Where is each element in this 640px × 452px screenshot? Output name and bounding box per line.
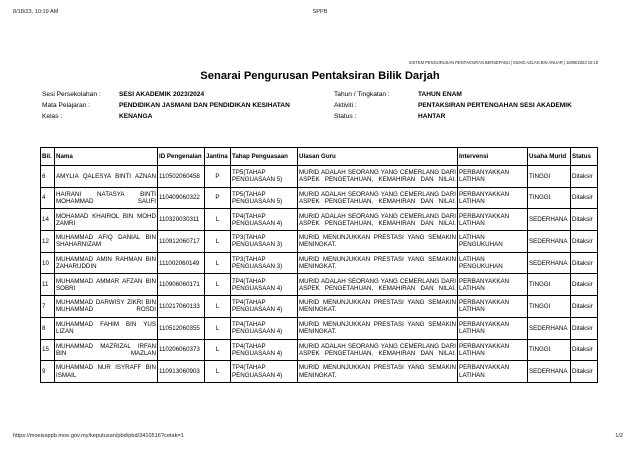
cell-tp: TP4(TAHAP PENGUASAAN 4) — [231, 361, 298, 383]
cell-tp: TP4(TAHAP PENGUASAAN 4) — [231, 209, 298, 231]
cell-id: 110217060133 — [158, 296, 205, 318]
class-label: Kelas : — [42, 113, 63, 120]
cell-intervention: PERBANYAKKAN LATIHAN — [458, 339, 528, 361]
subject-label: Mata Pelajaran : — [42, 102, 91, 109]
status-value: HANTAR — [418, 113, 446, 120]
cell-status: Ditaksir — [571, 274, 598, 296]
table-row — [41, 209, 598, 231]
cell-no: 15 — [41, 339, 55, 361]
cell-name: MUHAMMAD AMIN RAHMAN BIN ZAHARUDDIN — [55, 252, 158, 274]
cell-intervention: PERBANYAKKAN LATIHAN — [458, 209, 528, 231]
cell-intervention: PERBANYAKKAN LATIHAN — [458, 317, 528, 339]
cell-status: Ditaksir — [571, 252, 598, 274]
cell-name: HAIRANI NATASYA BINTI MOHAMMAD SAUFI — [55, 187, 158, 209]
cell-id: 111002060149 — [158, 252, 205, 274]
cell-status: Ditaksir — [571, 339, 598, 361]
col-header-no: Bil. — [41, 148, 55, 166]
cell-id: 110906060171 — [158, 274, 205, 296]
cell-id: 110409060322 — [158, 187, 205, 209]
print-datetime: 8/18/23, 10:19 AM — [13, 9, 59, 15]
cell-status: Ditaksir — [571, 187, 598, 209]
cell-name: MUHAMMAD NUR ISYRAFF BIN ISMAIL — [55, 361, 158, 383]
cell-gender: L — [205, 231, 231, 253]
table-row — [41, 339, 598, 361]
cell-gender: P — [205, 166, 231, 188]
cell-name: MOHAMAD KHAIROL BIN MOHD ZAMRI — [55, 209, 158, 231]
cell-tp: TP3(TAHAP PENGUASAAN 3) — [231, 231, 298, 253]
cell-gender: L — [205, 296, 231, 318]
cell-tp: TP4(TAHAP PENGUASAAN 4) — [231, 317, 298, 339]
cell-no: 9 — [41, 361, 55, 383]
cell-tp: TP4(TAHAP PENGUASAAN 4) — [231, 296, 298, 318]
cell-name: AMYLIA QALESYA BINTI AZNAN — [55, 166, 158, 188]
table-row — [41, 231, 598, 253]
cell-status: Ditaksir — [571, 296, 598, 318]
cell-no: 14 — [41, 209, 55, 231]
cell-gender: L — [205, 317, 231, 339]
footer-page-number: 1/2 — [615, 433, 623, 439]
cell-gender: L — [205, 339, 231, 361]
cell-remark: MURID MENUNJUKKAN PRESTASI YANG SEMAKIN MENINGKAT. — [298, 252, 458, 274]
col-header-status: Status — [571, 148, 598, 166]
cell-id: 110502060458 — [158, 166, 205, 188]
table-row — [41, 296, 598, 318]
cell-status: Ditaksir — [571, 361, 598, 383]
cell-status: Ditaksir — [571, 166, 598, 188]
cell-remark: MURID MENUNJUKKAN PRESTASI YANG SEMAKIN MENINGKAT. — [298, 361, 458, 383]
cell-remark: MURID ADALAH SEORANG YANG CEMERLANG DARI ASPEK PENGETAHUAN, KEMAHIRAN DAN NILAI. — [298, 274, 458, 296]
cell-interest: TINGGI — [528, 187, 571, 209]
table-row — [41, 317, 598, 339]
cell-remark: MURID ADALAH SEORANG YANG CEMERLANG DARI ASPEK PENGETAHUAN, KEMAHIRAN DAN NILAI. — [298, 209, 458, 231]
cell-id: 110512060355 — [158, 317, 205, 339]
cell-no: 12 — [41, 231, 55, 253]
cell-remark: MURID MENUNJUKKAN PRESTASI YANG SEMAKIN MENINGKAT. — [298, 317, 458, 339]
cell-name: MUHAMMAD AFIQ DANIAL BIN SHAHARNIZAM — [55, 231, 158, 253]
col-header-interest: Usaha Murid — [528, 148, 571, 166]
assessment-table — [40, 147, 598, 383]
cell-status: Ditaksir — [571, 209, 598, 231]
system-info-line: SISTEM PENGURUSAN PENTAKSIRAN BERSEPADU | MUHD AZLAN BIN ANUAR | 18/08/2023 10:18 — [408, 60, 598, 65]
cell-remark: MURID MENUNJUKKAN PRESTASI YANG SEMAKIN MENINGKAT. — [298, 231, 458, 253]
report-info-block — [42, 91, 602, 124]
table-row — [41, 252, 598, 274]
activity-label: Aktiviti : — [334, 102, 357, 109]
cell-remark: MURID MENUNJUKKAN PRESTASI YANG SEMAKIN MENINGKAT. — [298, 296, 458, 318]
cell-remark: MURID ADALAH SEORANG YANG CEMERLANG DARI ASPEK PENGETAHUAN, KEMAHIRAN DAN NILAI. — [298, 187, 458, 209]
year-label: Tahun / Tingkatan : — [334, 91, 390, 98]
cell-no: 8 — [41, 317, 55, 339]
cell-tp: TP4(TAHAP PENGUASAAN 4) — [231, 339, 298, 361]
col-header-gender: Jantina — [205, 148, 231, 166]
cell-interest: SEDERHANA — [528, 317, 571, 339]
cell-interest: TINGGI — [528, 296, 571, 318]
cell-gender: L — [205, 252, 231, 274]
cell-tp: TP3(TAHAP PENGUASAAN 3) — [231, 252, 298, 274]
cell-name: MUHAMMAD FAHIM BIN YUS LIZAN — [55, 317, 158, 339]
class-value: KENANGA — [119, 113, 153, 120]
col-header-name: Nama — [55, 148, 158, 166]
cell-id: 110913060903 — [158, 361, 205, 383]
table-row — [41, 274, 598, 296]
cell-intervention: PERBANYAKKAN LATIHAN — [458, 274, 528, 296]
year-value: TAHUN ENAM — [418, 91, 462, 98]
col-header-intervention: Intervensi — [458, 148, 528, 166]
cell-interest: TINGGI — [528, 274, 571, 296]
cell-gender: L — [205, 361, 231, 383]
print-page-label: SPPB — [312, 9, 328, 15]
session-label: Sesi Persekolahan : — [42, 91, 101, 98]
cell-remark: MURID ADALAH SEORANG YANG CEMERLANG DARI ASPEK PENGETAHUAN, KEMAHIRAN DAN NILAI. — [298, 166, 458, 188]
cell-tp: TP5(TAHAP PENGUASAAN 5) — [231, 187, 298, 209]
cell-status: Ditaksir — [571, 231, 598, 253]
cell-tp: TP4(TAHAP PENGUASAAN 4) — [231, 274, 298, 296]
cell-intervention: PERBANYAKKAN LATIHAN — [458, 187, 528, 209]
cell-no: 11 — [41, 274, 55, 296]
cell-id: 110320030311 — [158, 209, 205, 231]
cell-interest: TINGGI — [528, 166, 571, 188]
col-header-id: ID Pengenalan — [158, 148, 205, 166]
cell-gender: P — [205, 187, 231, 209]
page-title: Senarai Pengurusan Pentaksiran Bilik Darjah — [200, 70, 440, 82]
cell-intervention: LATIHAN PENGUKUHAN — [458, 231, 528, 253]
cell-name: MUHAMMAD AMMAR AFZAN BIN SOBRI — [55, 274, 158, 296]
cell-id: 110912060717 — [158, 231, 205, 253]
activity-value: PENTAKSIRAN PERTENGAHAN SESI AKADEMIK — [418, 102, 572, 109]
table-row — [41, 166, 598, 188]
status-label: Status : — [334, 113, 357, 120]
cell-intervention: PERBANYAKKAN LATIHAN — [458, 296, 528, 318]
cell-gender: L — [205, 274, 231, 296]
cell-no: 7 — [41, 296, 55, 318]
cell-interest: TINGGI — [528, 339, 571, 361]
cell-name: MUHAMMAD DARWISY ZIKRI BIN MUHAMMAD ROSDI — [55, 296, 158, 318]
cell-interest: SEDERHANA — [528, 209, 571, 231]
footer-url: https://moeissppb.moe.gov.my/keputusan/pbd/pbd/3410516?cetak=1 — [13, 433, 184, 439]
cell-no: 4 — [41, 187, 55, 209]
table-body — [41, 166, 598, 383]
cell-name: MUHAMMAD MAZRIZAL IRFAN BIN MAZLAN — [55, 339, 158, 361]
table-row — [41, 187, 598, 209]
cell-interest: SEDERHANA — [528, 361, 571, 383]
cell-interest: SEDERHANA — [528, 252, 571, 274]
cell-id: 110206060373 — [158, 339, 205, 361]
col-header-tp: Tahap Penguasaan — [231, 148, 298, 166]
cell-intervention: PERBANYAKKAN LATIHAN — [458, 361, 528, 383]
cell-remark: MURID ADALAH SEORANG YANG CEMERLANG DARI ASPEK PENGETAHUAN, KEMAHIRAN DAN NILAI. — [298, 339, 458, 361]
table-header-row — [41, 148, 598, 166]
col-header-remark: Ulasan Guru — [298, 148, 458, 166]
cell-intervention: PERBANYAKKAN LATIHAN — [458, 166, 528, 188]
cell-no: 6 — [41, 166, 55, 188]
subject-value: PENDIDIKAN JASMANI DAN PENDIDIKAN KESIHATAN — [119, 102, 290, 109]
table-row — [41, 361, 598, 383]
cell-gender: L — [205, 209, 231, 231]
cell-no: 10 — [41, 252, 55, 274]
session-value: SESI AKADEMIK 2023/2024 — [119, 91, 205, 98]
cell-intervention: LATIHAN PENGUKUHAN — [458, 252, 528, 274]
cell-status: Ditaksir — [571, 317, 598, 339]
cell-tp: TP5(TAHAP PENGUASAAN 5) — [231, 166, 298, 188]
cell-interest: SEDERHANA — [528, 231, 571, 253]
